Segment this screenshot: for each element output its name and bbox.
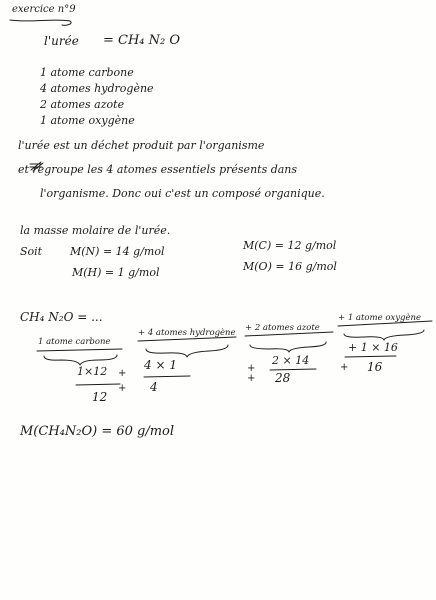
title-underline: [10, 20, 71, 25]
fraction-line: [76, 384, 120, 385]
atom-list-item: 1 atome carbone: [40, 66, 134, 79]
fraction-line: [345, 356, 396, 357]
calc-product: 1×12: [77, 365, 108, 378]
brace: [44, 355, 117, 365]
molar-mass-h: M(H) = 1 g/mol: [72, 266, 160, 279]
soit-label: Soit: [20, 245, 43, 258]
brace: [146, 345, 228, 357]
paragraph-line: l'urée est un déchet produit par l'organisme: [18, 139, 265, 152]
crossed-out-mark: [30, 162, 43, 171]
calc-formula: CH₄ N₂O = ...: [20, 310, 103, 324]
plus-sign: +: [118, 383, 127, 394]
calc-header: + 2 atomes azote: [245, 323, 320, 333]
plus-sign: +: [118, 368, 127, 379]
header-underline: [245, 332, 333, 336]
calc-product: 4 × 1: [144, 358, 177, 372]
calc-header: + 1 atome oxygène: [338, 313, 422, 323]
brace: [344, 330, 424, 340]
uree-label: l'urée: [44, 34, 79, 48]
calc-product: 2 × 14: [272, 354, 310, 367]
calc-value: 4: [150, 380, 158, 394]
plus-sign: +: [247, 363, 256, 374]
header-underline: [37, 349, 122, 351]
calc-product: + 1 × 16: [348, 341, 398, 354]
header-underline: [338, 321, 432, 326]
molar-mass-c: M(C) = 12 g/mol: [243, 239, 337, 252]
fraction-line: [270, 369, 316, 370]
exercise-title: exercice n°9: [12, 4, 76, 15]
header-underline: [138, 337, 236, 341]
molar-intro: la masse molaire de l'urée.: [20, 224, 171, 237]
atom-list-item: 2 atomes azote: [40, 98, 125, 111]
calc-header: 1 atome carbone: [38, 337, 111, 347]
plus-sign: +: [340, 362, 349, 373]
calc-value: 28: [275, 371, 291, 385]
paragraph-line: et regroupe les 4 atomes essentiels présents dans: [18, 163, 298, 176]
brace: [250, 342, 326, 352]
plus-sign: +: [247, 373, 256, 384]
paragraph-line: l'organisme. Donc oui c'est un composé organique.: [40, 187, 325, 200]
atom-list-item: 1 atome oxygène: [40, 114, 135, 127]
molar-mass-n: M(N) = 14 g/mol: [70, 245, 165, 258]
uree-formula: = CH₄ N₂ O: [103, 33, 181, 48]
calc-header: + 4 atomes hydrogène: [138, 328, 236, 338]
atom-list-item: 4 atomes hydrogène: [40, 82, 154, 95]
calc-value: 12: [92, 390, 108, 404]
final-result: M(CH₄N₂O) = 60 g/mol: [20, 424, 175, 439]
molar-mass-o: M(O) = 16 g/mol: [243, 260, 337, 273]
calc-value: 16: [367, 360, 383, 374]
fraction-line: [144, 376, 190, 377]
